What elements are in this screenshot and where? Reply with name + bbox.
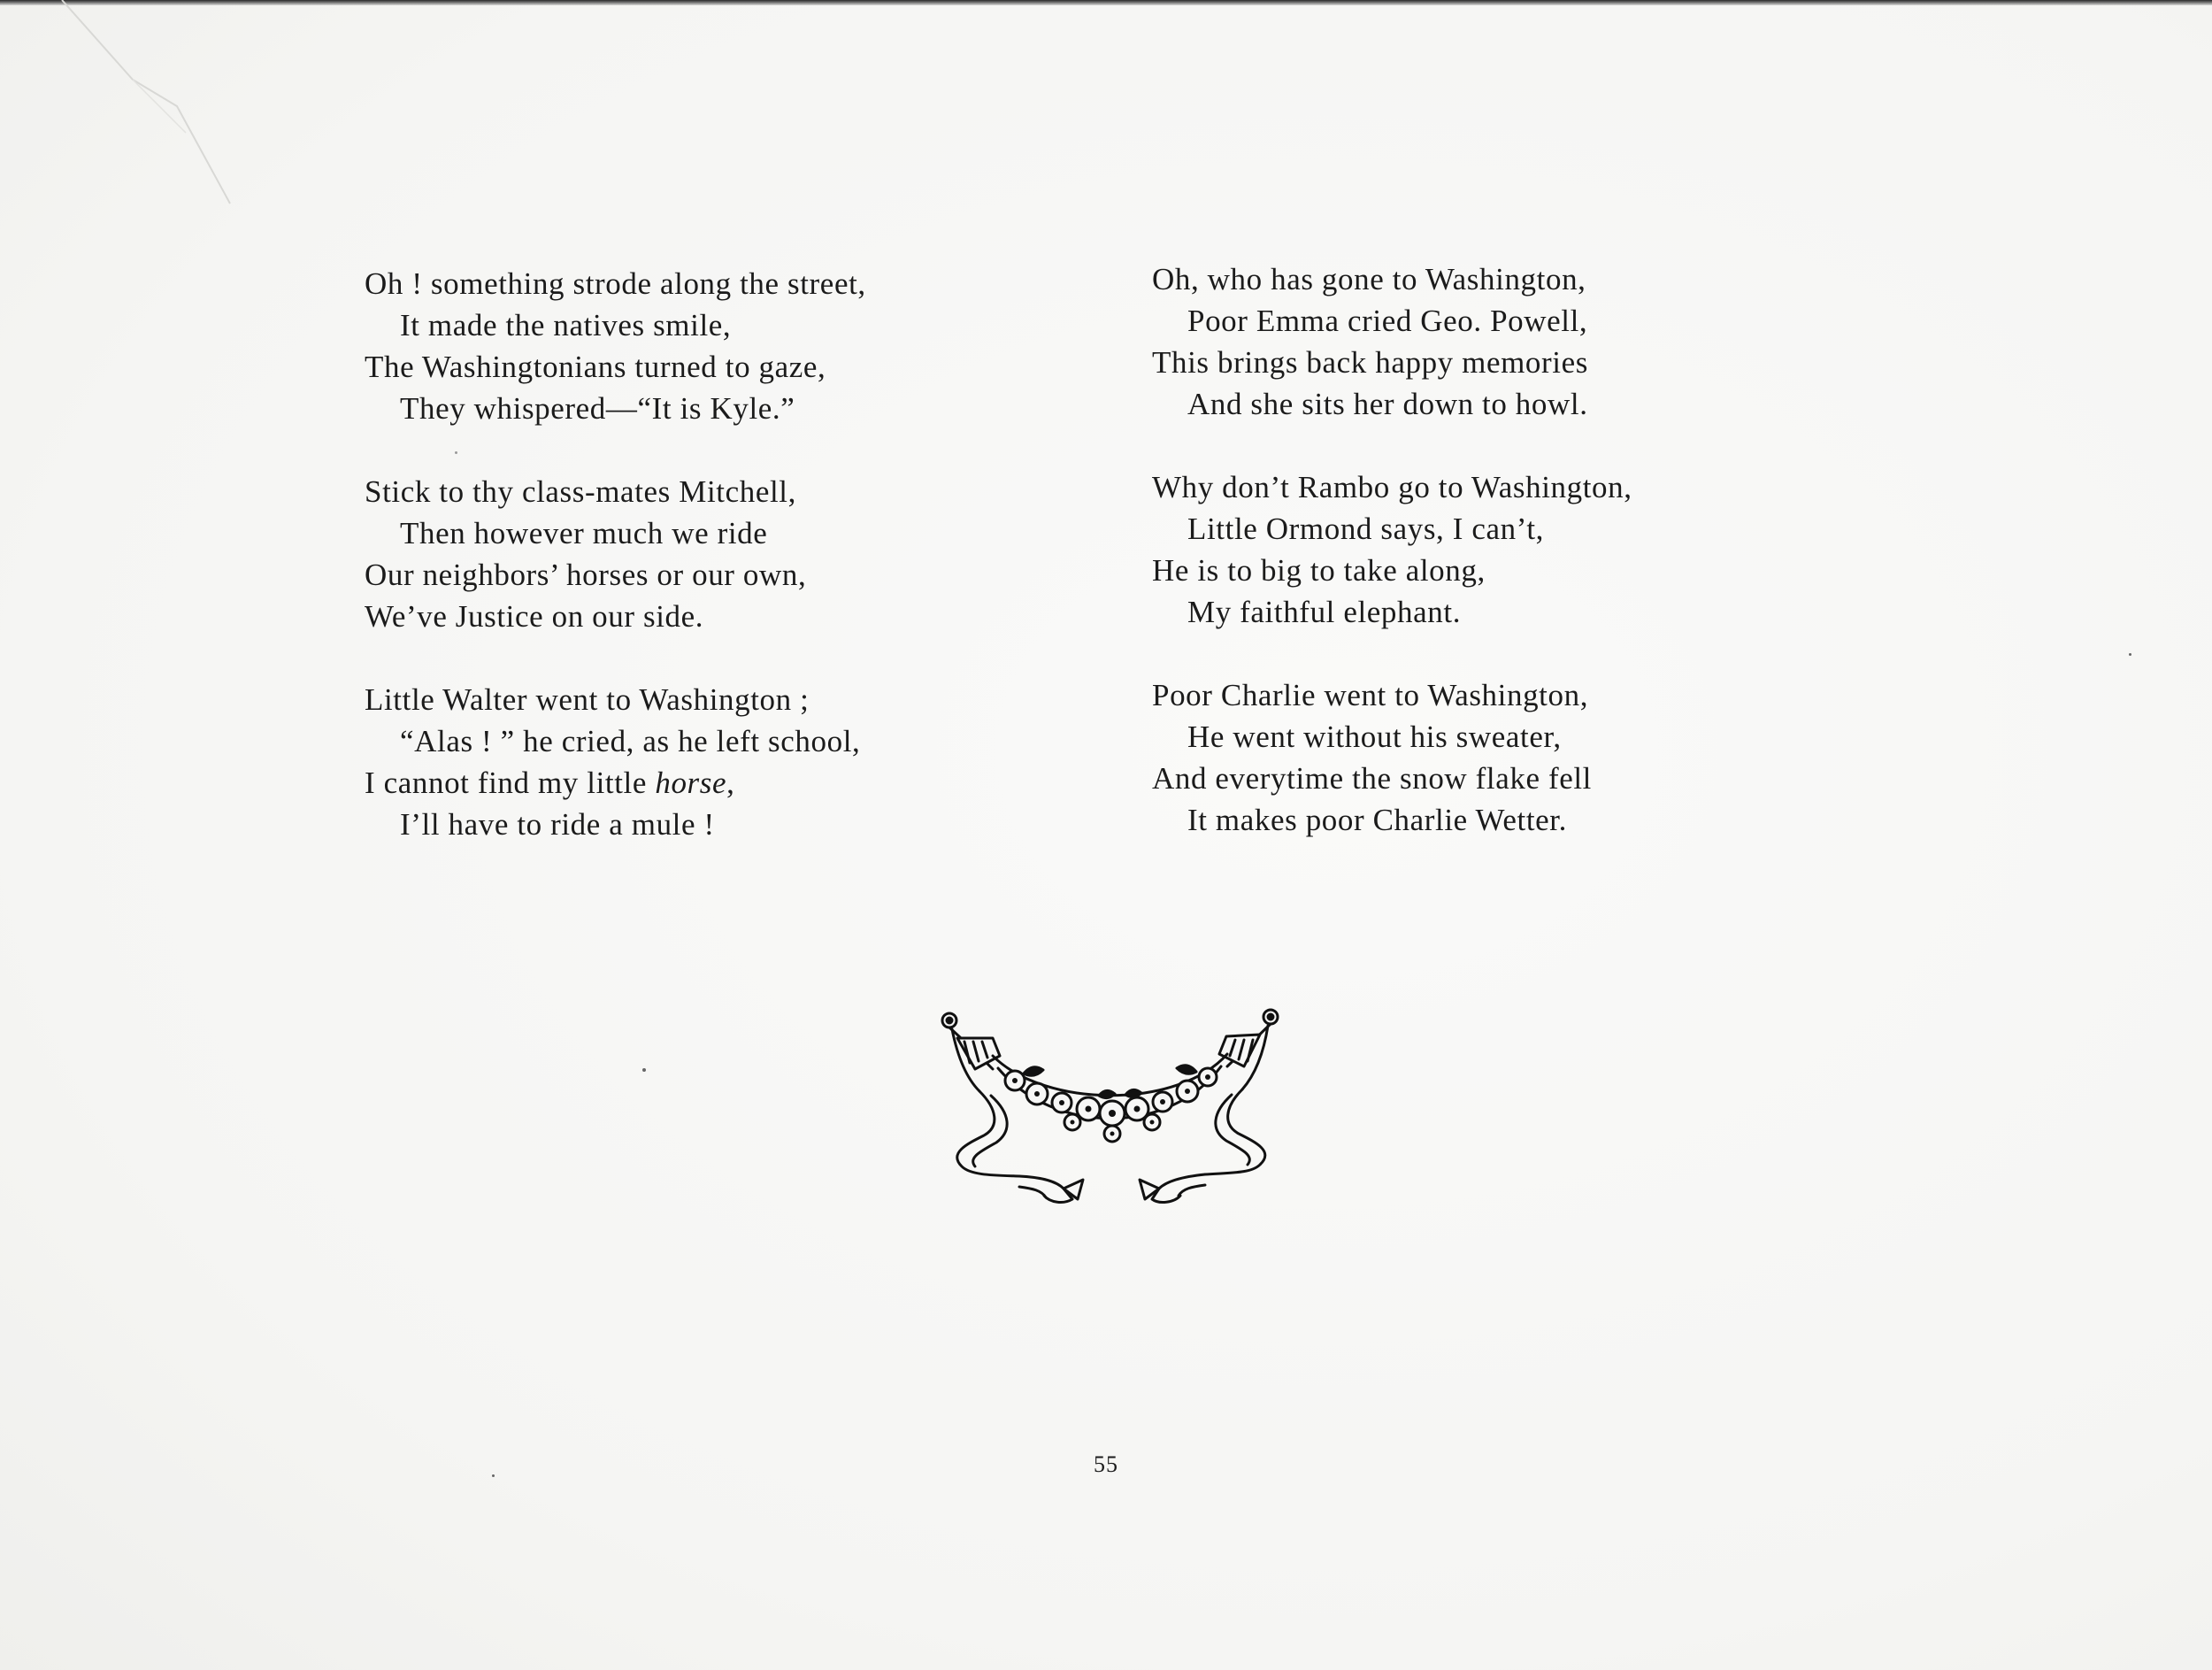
verse-line: The Washingtonians turned to gaze, (365, 350, 826, 384)
verse-line: He is to big to take along, (1152, 553, 1486, 588)
verse-line: I’ll have to ride a mule ! (400, 807, 715, 842)
stanza-charlie (1152, 674, 1824, 841)
verse-line: He went without his sweater, (1187, 720, 1562, 754)
verse-line: It made the natives smile, (400, 308, 732, 342)
verse-line: Poor Emma cried Geo. Powell, (1187, 304, 1588, 338)
verse-line: They whispered—“It is Kyle.” (400, 391, 795, 426)
poem-left-column (365, 263, 1037, 887)
floral-swag-with-ribbons-icon (931, 1003, 1302, 1215)
page-top-edge (0, 0, 2212, 5)
page-number: 55 (1094, 1451, 1118, 1477)
poem-right-column (1152, 258, 1824, 882)
verse-text: I cannot find my little (365, 766, 656, 800)
stanza-walter (365, 679, 1037, 845)
verse-line: And everytime the snow flake fell (1152, 761, 1592, 796)
verse-punctuation: , (726, 766, 735, 800)
verse-line: It makes poor Charlie Wetter. (1187, 803, 1567, 837)
stanza-rambo (1152, 466, 1824, 633)
paper-speck (492, 1474, 495, 1477)
paper-speck (2129, 653, 2131, 656)
verse-line (365, 762, 1037, 804)
italic-word-horse: horse (655, 766, 727, 800)
stanza-mitchell (365, 471, 1037, 637)
verse-line: Our neighbors’ horses or our own, (365, 558, 807, 592)
verse-line: “Alas ! ” he cried, as he left school, (400, 724, 861, 758)
verse-line: Little Ormond says, I can’t, (1187, 512, 1545, 546)
verse-line: Little Walter went to Washington ; (365, 682, 810, 717)
verse-line: Oh ! something strode along the street, (365, 266, 866, 301)
verse-line: Why don’t Rambo go to Washington, (1152, 470, 1632, 504)
verse-line: Then however much we ride (400, 516, 768, 550)
paper-speck (642, 1068, 646, 1072)
verse-line: Stick to thy class-mates Mitchell, (365, 474, 796, 509)
paper-speck (455, 451, 457, 454)
verse-line: This brings back happy memories (1152, 345, 1588, 380)
stanza-emma (1152, 258, 1824, 425)
verse-line: Poor Charlie went to Washington, (1152, 678, 1589, 712)
verse-line: My faithful elephant. (1187, 595, 1462, 629)
verse-line: Oh, who has gone to Washington, (1152, 262, 1586, 296)
verse-line: We’ve Justice on our side. (365, 599, 704, 634)
verse-line: And she sits her down to howl. (1187, 387, 1588, 421)
stanza-kyle (365, 263, 1037, 429)
page-crease-mark (0, 0, 265, 230)
